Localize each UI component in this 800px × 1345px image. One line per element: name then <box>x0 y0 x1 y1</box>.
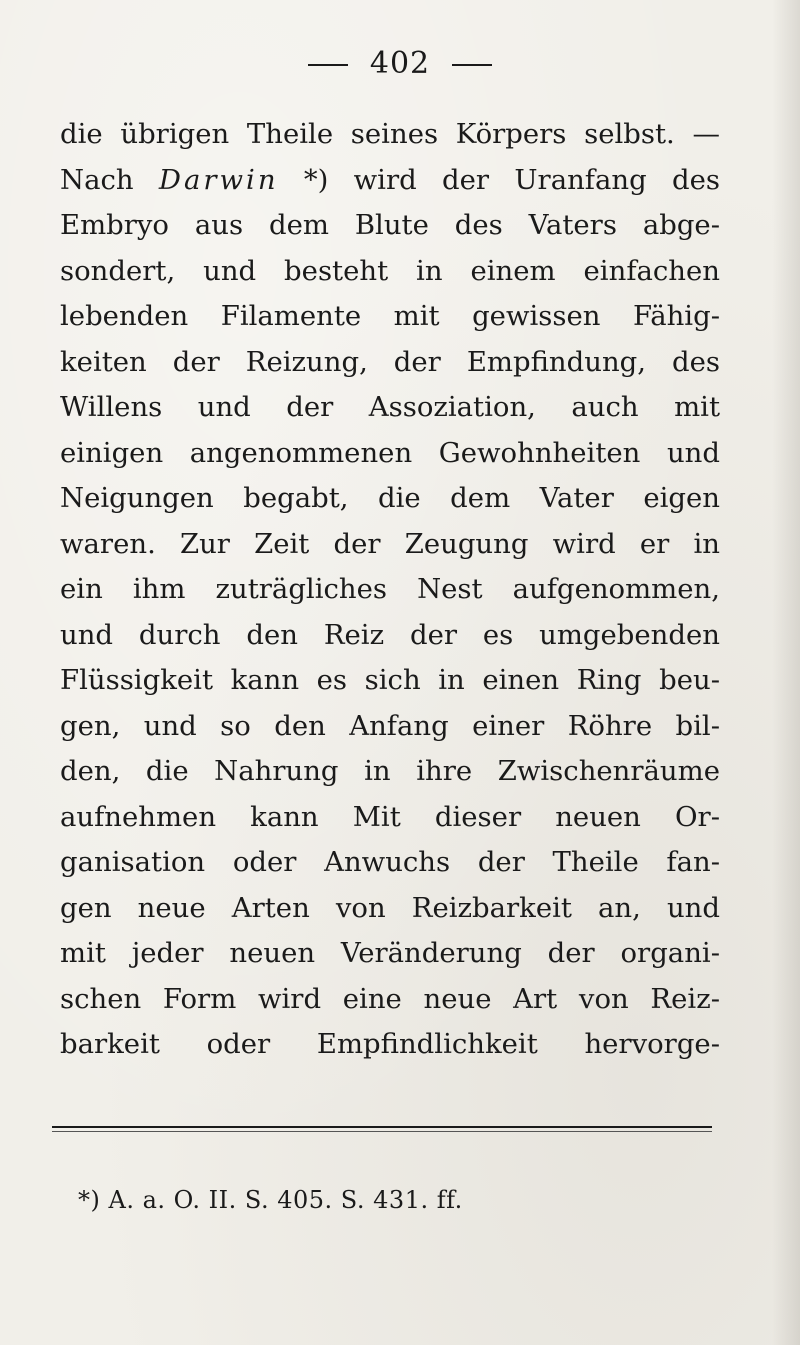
text-line <box>60 886 720 932</box>
text-line <box>60 1022 720 1068</box>
text-segment: schen Form wird eine neue Art von Reiz- <box>60 982 720 1015</box>
text-segment: waren. Zur Zeit der Zeugung wird er in <box>60 527 720 560</box>
text-segment: Willens und der Assoziation, auch mit <box>60 391 720 423</box>
text-segment: gen neue Arten von Reizbarkeit an, und <box>60 891 720 924</box>
text-segment: *) wird der Uranfang des <box>278 163 720 196</box>
text-line <box>60 977 720 1023</box>
text-line <box>60 112 720 158</box>
text-line <box>60 931 720 977</box>
footnote-rule-thin <box>52 1131 712 1132</box>
text-line <box>60 294 720 340</box>
text-segment: Flüssigkeit kann es sich in einen Ring beu- <box>60 664 720 696</box>
text-segment: Neigungen begabt, die dem Vater eigen <box>60 482 720 514</box>
text-line <box>60 613 720 659</box>
page-edge-shadow <box>772 0 800 1345</box>
text-line <box>60 749 720 795</box>
text-line <box>60 522 720 568</box>
text-segment: lebenden Filamente mit gewissen Fähig- <box>60 300 720 332</box>
text-line <box>60 158 720 204</box>
text-segment: sondert, und besteht in einem einfachen <box>60 254 720 287</box>
text-segment: und durch den Reiz der es umgebenden <box>60 618 720 651</box>
page-number: 402 <box>369 46 431 81</box>
text-segment: barkeit oder Empfindlichkeit hervorge- <box>60 1028 720 1060</box>
text-segment: ganisation oder Anwuchs der Theile fan- <box>60 846 720 878</box>
text-segment: aufnehmen kann Mit dieser neuen Or- <box>60 800 720 833</box>
header-dash-right <box>452 64 492 66</box>
text-line <box>60 567 720 613</box>
footnote-rule <box>52 1126 712 1128</box>
text-segment: keiten der Reizung, der Empfindung, des <box>60 345 720 378</box>
author-name: Darwin <box>158 163 279 196</box>
text-segment: die übrigen Theile seines Körpers selbst. — <box>60 118 720 150</box>
page-header <box>0 46 800 81</box>
text-line <box>60 704 720 750</box>
footnote: *) A. a. O. II. S. 405. S. 431. ff. <box>78 1186 463 1214</box>
text-line <box>60 658 720 704</box>
text-segment: gen, und so den Anfang einer Röhre bil- <box>60 709 720 742</box>
header-dash-left <box>308 64 348 66</box>
text-line <box>60 203 720 249</box>
text-line <box>60 840 720 886</box>
body-text <box>60 112 720 1068</box>
text-line <box>60 249 720 295</box>
text-segment: den, die Nahrung in ihre Zwischenräume <box>60 755 720 787</box>
text-line <box>60 431 720 477</box>
text-segment: einigen angenommenen Gewohnheiten und <box>60 436 720 469</box>
text-line <box>60 340 720 386</box>
text-segment: Nach <box>60 163 159 196</box>
text-line <box>60 476 720 522</box>
text-line <box>60 795 720 841</box>
text-segment: Embryo aus dem Blute des Vaters abge- <box>60 209 720 241</box>
text-segment: ein ihm zuträgliches Nest aufgenommen, <box>60 573 720 605</box>
text-line <box>60 385 720 431</box>
text-segment: mit jeder neuen Veränderung der organi- <box>60 937 720 969</box>
